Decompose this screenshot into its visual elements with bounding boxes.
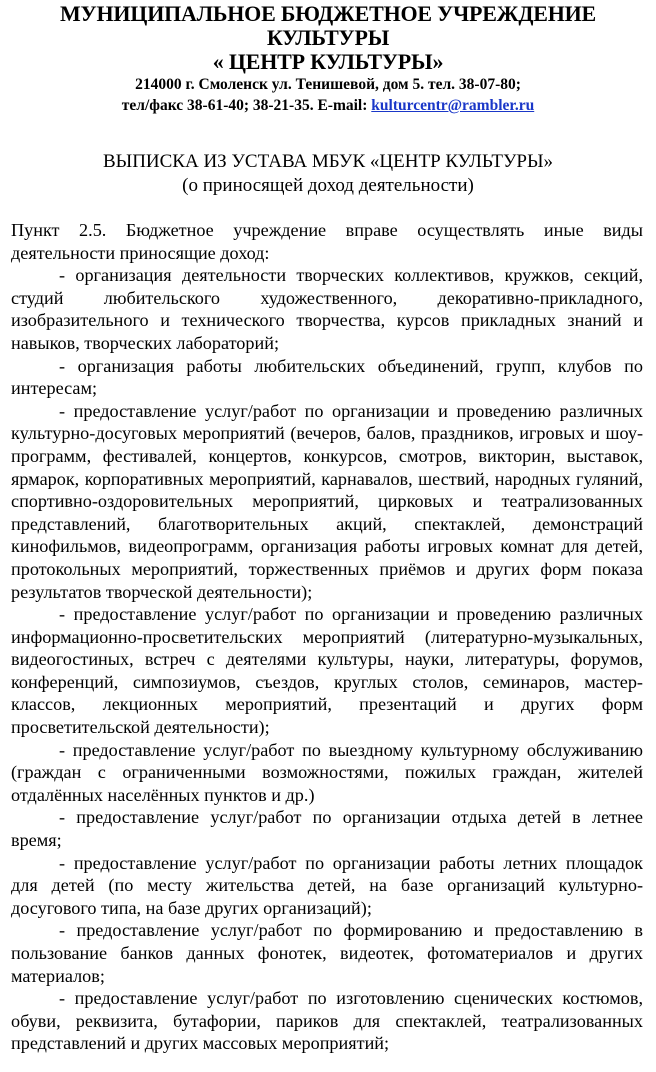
list-item: - предоставление услуг/работ по выездному культурному обслуживанию (граждан с ограниченными возможностями, пожилых граждан, жителей отдалённых населённых пунктов и др.) (11, 739, 643, 805)
organization-short-name: « ЦЕНТР КУЛЬТУРЫ» (212, 49, 444, 74)
list-item: - предоставление услуг/работ по формированию и предоставлению в пользование банков данных фонотек, видеотек, фотоматериалов и других материалов; (11, 920, 643, 986)
list-item: - предоставление услуг/работ по организации отдыха детей в летнее время; (11, 807, 643, 851)
list-item: - предоставление услуг/работ по изготовлению сценических костюмов, обуви, реквизита, бутафории, париков для спектаклей, театрализованных представлений и других массовых мероприятий; (11, 988, 643, 1054)
document-subtitle: (о приносящей доход деятельности) (182, 175, 474, 196)
list-item: - организация работы любительских объединений, групп, клубов по интересам; (11, 355, 643, 399)
contacts-line (0, 95, 656, 116)
organization-name: МУНИЦИПАЛЬНОЕ БЮДЖЕТНОЕ УЧРЕЖДЕНИЕ КУЛЬТУРЫ (59, 1, 597, 50)
clause-intro: Пункт 2.5. Бюджетное учреждение вправе осуществлять иные виды деятельности приносящие доход: (11, 220, 643, 263)
list-item: - организация деятельности творческих коллективов, кружков, секций, студий любительского художественного, декоративно-прикладного, изобразительного и технического творчества, курсов прикладных знаний и навыков, творческих лабораторий; (11, 265, 643, 353)
list-item: - предоставление услуг/работ по организации и проведению различных культурно-досуговых мероприятий (вечеров, балов, праздников, игровых и шоу-программ, фестивалей, концертов, конкурсов, смотров, викторин, выставок, ярмарок, корпоративных мероприятий, карнавалов, шествий, народных гуляний, спортивно-оздоровительных мероприятий, цирковых и театрализованных представлений, благотворительных акций, спектаклей, демонстраций кинофильмов, видеопрограмм, организация работы игровых комнат для детей, протокольных мероприятий, торжественных приёмов и других форм показа результатов творческой деятельности); (11, 400, 643, 602)
list-item: - предоставление услуг/работ по организации работы летних площадок для детей (по месту жительства детей, на базе организаций культурно-досугового типа, на базе других организаций); (11, 852, 643, 918)
document-body (11, 219, 643, 1055)
list-item: - предоставление услуг/работ по организации и проведению различных информационно-просветительских мероприятий (литературно-музыкальных, видеогостиных, встреч с деятелями культуры, науки, литературы, форумов, конференций, симпозиумов, съездов, круглых столов, семинаров, мастер-классов, лекционных мероприятий, презентаций и других форм просветительской деятельности); (11, 604, 643, 738)
letterhead (0, 0, 656, 116)
document-title-block (0, 150, 656, 198)
document-title: ВЫПИСКА ИЗ УСТАВА МБУК «ЦЕНТР КУЛЬТУРЫ» (102, 151, 554, 172)
address-line: 214000 г. Смоленск ул. Тенишевой, дом 5. тел. 38-07-80; (135, 76, 521, 93)
email-link[interactable]: kulturcentr@rambler.ru (371, 97, 535, 114)
contacts-prefix: тел/факс 38-61-40; 38-21-35. E-mail: (121, 97, 372, 114)
